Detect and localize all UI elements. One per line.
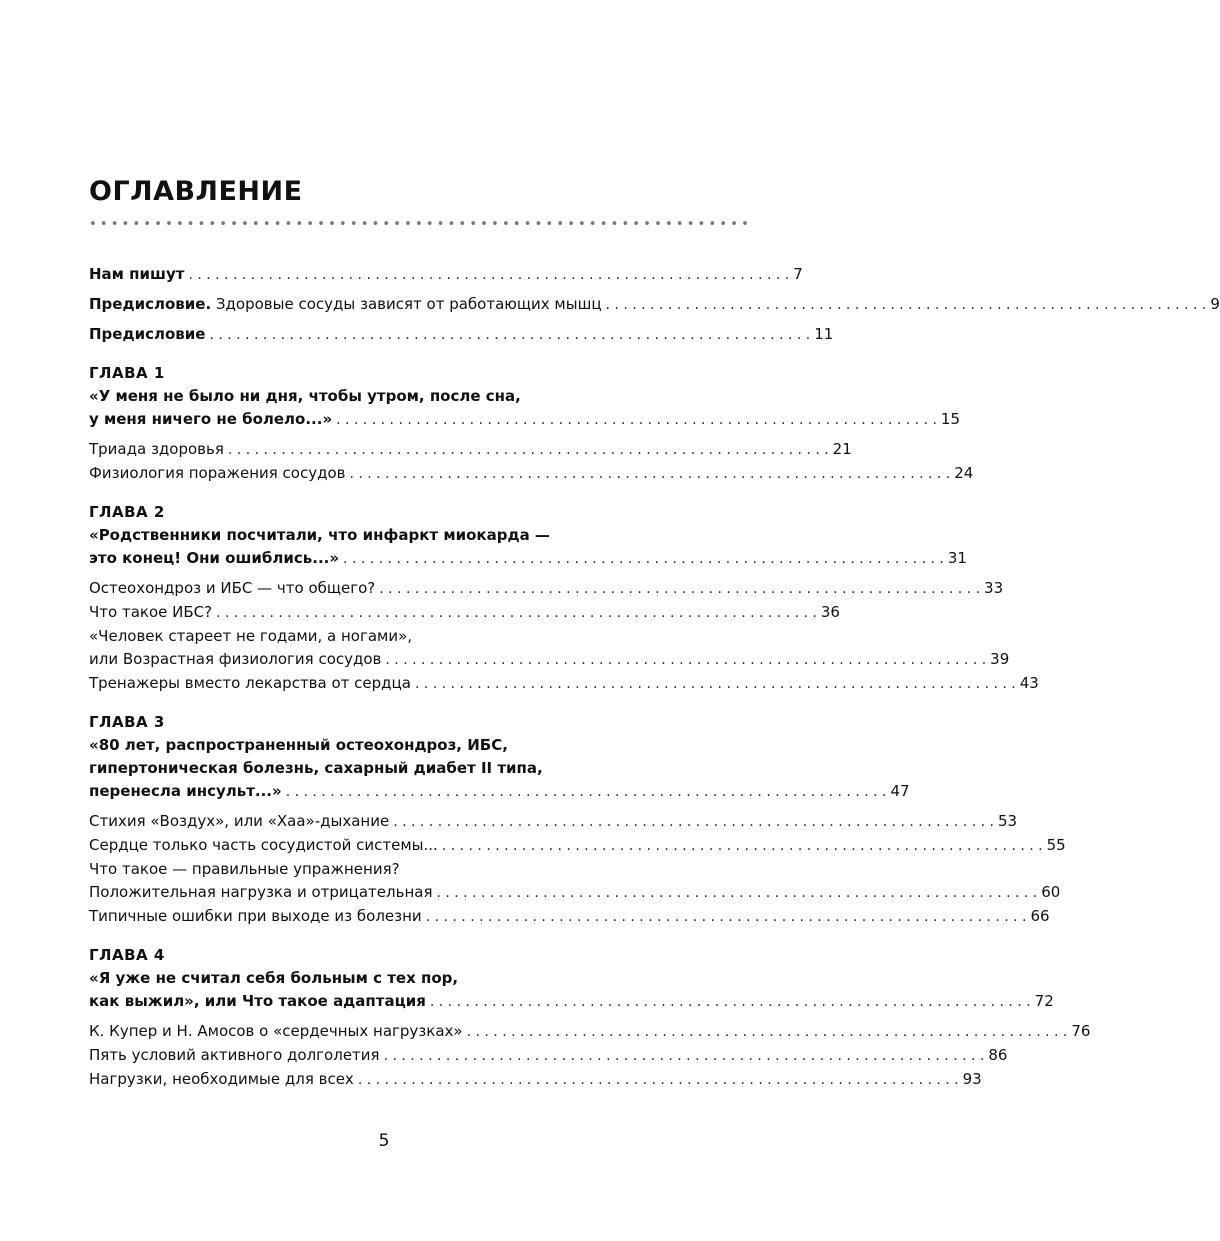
entry-text <box>89 780 282 803</box>
dot-leader <box>422 906 1031 929</box>
entry-page-number: 53 <box>997 812 1018 830</box>
entry-page-number: 76 <box>1071 1022 1091 1040</box>
front-matter-entry <box>89 323 834 347</box>
entry-plain-text: или Возрастная физиология сосудов <box>89 650 382 668</box>
dot-leader <box>205 324 814 347</box>
dot-leader <box>380 1045 989 1068</box>
section-entry <box>89 601 840 625</box>
chapter-title-entry <box>89 547 967 571</box>
toc-title: ОГЛАВЛЕНИЕ <box>89 176 303 207</box>
entry-bold-text: это конец! Они ошиблись...» <box>89 549 340 567</box>
section-entry <box>89 672 1039 696</box>
entry-text <box>89 601 212 624</box>
front-matter-entry <box>89 263 803 287</box>
dot-leader <box>354 1069 963 1092</box>
entry-text <box>89 990 426 1013</box>
spacer <box>89 486 620 501</box>
entry-page-number: 36 <box>820 603 840 621</box>
chapter-title-entry <box>89 408 961 432</box>
dot-leader <box>212 602 821 625</box>
entry-page-number: 7 <box>793 265 803 283</box>
entry-page-number: 24 <box>954 464 974 482</box>
entry-page-number: 60 <box>1041 883 1061 901</box>
entry-plain-text: Триада здоровья <box>89 440 224 458</box>
entry-text <box>89 293 602 316</box>
title-dotted-rule: ••••••••••••••••••••••••••••••••••••••••••••••••••••••••••••• <box>89 217 752 232</box>
entry-page-number: 31 <box>947 549 967 567</box>
entry-plain-text: Здоровые сосуды зависят от работающих мышц <box>211 295 602 313</box>
entry-text <box>89 1020 463 1043</box>
entry-text <box>89 438 224 461</box>
entry-text <box>89 881 432 904</box>
dot-leader <box>345 463 954 486</box>
entry-page-number: 72 <box>1034 992 1054 1010</box>
entry-plain-text: Тренажеры вместо лекарства от сердца <box>89 674 411 692</box>
entry-text <box>89 577 375 600</box>
entry-page-number: 33 <box>984 579 1004 597</box>
entry-plain-text: Типичные ошибки при выходе из болезни <box>89 907 422 925</box>
entry-plain-text: Что такое ИБС? <box>89 603 213 621</box>
dot-leader <box>426 991 1035 1014</box>
section-entry <box>89 577 1004 601</box>
entry-bold-text: Предисловие <box>89 325 206 343</box>
section-entry <box>89 810 1018 834</box>
section-entry <box>89 648 1010 672</box>
entry-page-number: 39 <box>990 650 1010 668</box>
spacer <box>89 929 620 944</box>
dot-leader <box>282 781 891 804</box>
chapter-label: ГЛАВА 1 <box>89 364 165 382</box>
entry-text <box>89 672 411 695</box>
entry-page-number: 66 <box>1030 907 1050 925</box>
entry-text <box>89 905 422 928</box>
entry-page-number: 93 <box>962 1070 982 1088</box>
front-matter-entry <box>89 293 1220 317</box>
entry-text <box>89 462 345 485</box>
table-of-contents <box>89 263 1220 1092</box>
entry-bold-text: Нам пишут <box>89 265 185 283</box>
section-entry <box>89 1068 982 1092</box>
entry-text <box>89 547 339 570</box>
entry-page-number: 86 <box>988 1046 1008 1064</box>
chapter-title-line: «80 лет, распространенный остеохондроз, ИБС, <box>89 736 508 754</box>
chapter-title-line: гипертоническая болезнь, сахарный диабет II типа, <box>89 759 543 777</box>
entry-text <box>89 408 332 431</box>
entry-plain-text: Нагрузки, необходимые для всех <box>89 1070 354 1088</box>
chapter-label: ГЛАВА 4 <box>89 946 165 964</box>
entry-bold-text: как выжил», или Что такое адаптация <box>89 992 426 1010</box>
entry-text <box>89 648 381 671</box>
section-entry <box>89 834 1066 858</box>
entry-page-number: 15 <box>940 410 961 428</box>
spacer <box>89 347 620 362</box>
entry-plain-text: Стихия «Воздух», или «Хаа»-дыхание <box>89 812 390 830</box>
page-number: 5 <box>378 1131 390 1151</box>
entry-page-number: 55 <box>1046 836 1066 854</box>
entry-text <box>89 1068 354 1091</box>
entry-text <box>89 1044 380 1067</box>
dot-leader <box>375 578 984 601</box>
chapter-title-line: «Я уже не считал себя больным с тех пор, <box>89 969 459 987</box>
entry-page-number: 47 <box>890 782 910 800</box>
entry-bold-text: перенесла инсульт...» <box>89 782 282 800</box>
entry-plain-text: Положительная нагрузка и отрицательная <box>89 883 433 901</box>
spacer <box>89 696 620 711</box>
section-title-line: «Человек стареет не годами, а ногами», <box>89 627 413 645</box>
dot-leader <box>339 548 948 571</box>
entry-plain-text: Физиология поражения сосудов <box>89 464 346 482</box>
dot-leader <box>184 264 793 287</box>
section-entry <box>89 1020 1091 1044</box>
entry-text <box>89 323 205 346</box>
section-entry <box>89 881 1061 905</box>
entry-plain-text: Сердце только часть сосудистой системы... <box>89 836 438 854</box>
dot-leader <box>432 882 1041 905</box>
chapter-title-line: «Родственники посчитали, что инфаркт миокарда — <box>89 526 550 544</box>
section-title-line: Что такое — правильные упражнения? <box>89 860 400 878</box>
entry-bold-text: у меня ничего не болело...» <box>89 410 333 428</box>
dot-leader <box>463 1021 1072 1044</box>
entry-plain-text: Пять условий активного долголетия <box>89 1046 380 1064</box>
entry-text <box>89 834 438 857</box>
section-entry <box>89 462 974 486</box>
dot-leader <box>381 649 990 672</box>
entry-plain-text: Остеохондроз и ИБС — что общего? <box>89 579 376 597</box>
chapter-title-line: «У меня не было ни дня, чтобы утром, после сна, <box>89 387 521 405</box>
entry-bold-text: Предисловие. <box>89 295 212 313</box>
entry-text <box>89 263 184 286</box>
chapter-label: ГЛАВА 2 <box>89 503 165 521</box>
dot-leader <box>332 409 941 432</box>
section-entry <box>89 1044 1008 1068</box>
entry-text <box>89 810 389 833</box>
entry-page-number: 11 <box>814 325 834 343</box>
chapter-label: ГЛАВА 3 <box>89 713 165 731</box>
dot-leader <box>224 439 833 462</box>
entry-page-number: 21 <box>832 440 852 458</box>
dot-leader <box>438 835 1047 858</box>
section-entry <box>89 438 852 462</box>
dot-leader <box>389 811 998 834</box>
dot-leader <box>602 294 1211 317</box>
chapter-title-entry <box>89 780 910 804</box>
entry-page-number: 9 <box>1210 295 1220 313</box>
entry-plain-text: К. Купер и Н. Амосов о «сердечных нагрузках» <box>89 1022 463 1040</box>
dot-leader <box>411 673 1020 696</box>
entry-page-number: 43 <box>1019 674 1039 692</box>
chapter-title-entry <box>89 990 1054 1014</box>
section-entry <box>89 905 1050 929</box>
